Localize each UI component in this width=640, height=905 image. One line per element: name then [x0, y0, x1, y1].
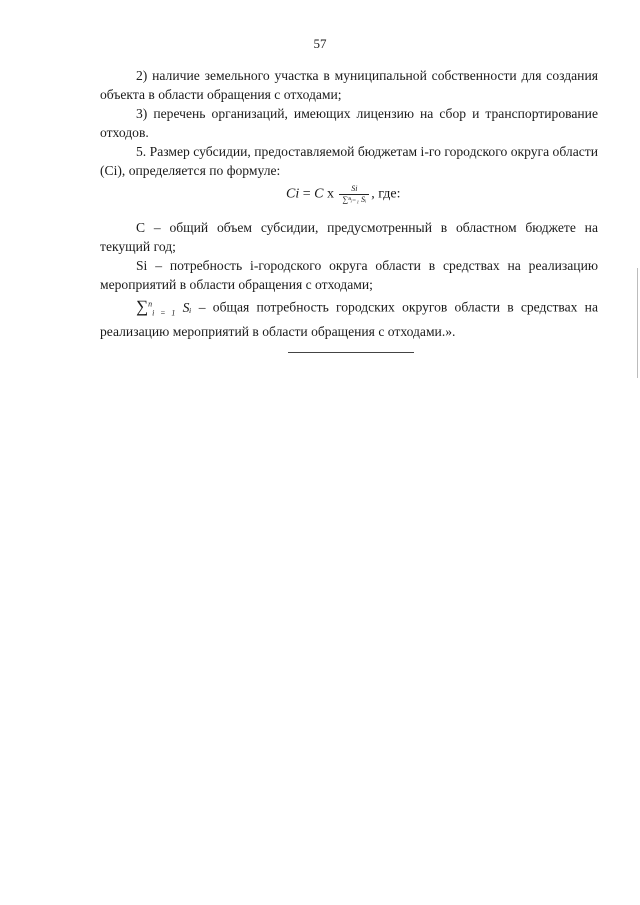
formula-denominator: ∑ⁿᵢ₌₁ Sᵢ [342, 195, 367, 204]
formula-fraction [339, 184, 369, 205]
formula-line [100, 180, 598, 218]
paragraph-subsidy-size: 5. Размер субсидии, предоставляемой бюджетам i-го городского округа области (Ci), определяется по формуле: [100, 144, 598, 178]
subsidy-formula [286, 184, 401, 205]
formula-c: C [314, 186, 324, 202]
formula-numerator: Si [339, 184, 369, 195]
formula-suffix: , где: [371, 186, 401, 202]
sum-definition-text: – общая потребность городских округов области в средствах на реализацию мероприятий в области обращения с отходами.». [100, 299, 598, 340]
scan-edge-line [637, 268, 638, 378]
formula-equals: = [302, 186, 311, 202]
sum-lower-limit: i = 1 [152, 308, 176, 318]
paragraph-licensed-organizations: 3) перечень организаций, имеющих лицензию на сбор и транспортирование отходов. [100, 106, 598, 140]
sum-symbol: ∑ [136, 296, 149, 316]
definition-sum [100, 294, 598, 341]
formula-times: x [326, 186, 334, 202]
closing-rule [288, 352, 414, 353]
formula-lhs: Ci [286, 186, 300, 202]
sum-expression [136, 296, 192, 318]
definition-c: C – общий объем субсидии, предусмотренный в областном бюджете на текущий год; [100, 220, 598, 254]
paragraph-land-plot: 2) наличие земельного участка в муниципальной собственности для создания объекта в области обращения с отходами; [100, 68, 598, 102]
definition-si: Si – потребность i-городского округа области в средствах на реализацию мероприятий в области обращения с отходами; [100, 258, 598, 292]
sum-upper-limit: n [148, 299, 153, 308]
sum-variable: Sᵢ [182, 299, 192, 315]
page-number: 57 [313, 36, 327, 51]
document-body [100, 66, 598, 341]
